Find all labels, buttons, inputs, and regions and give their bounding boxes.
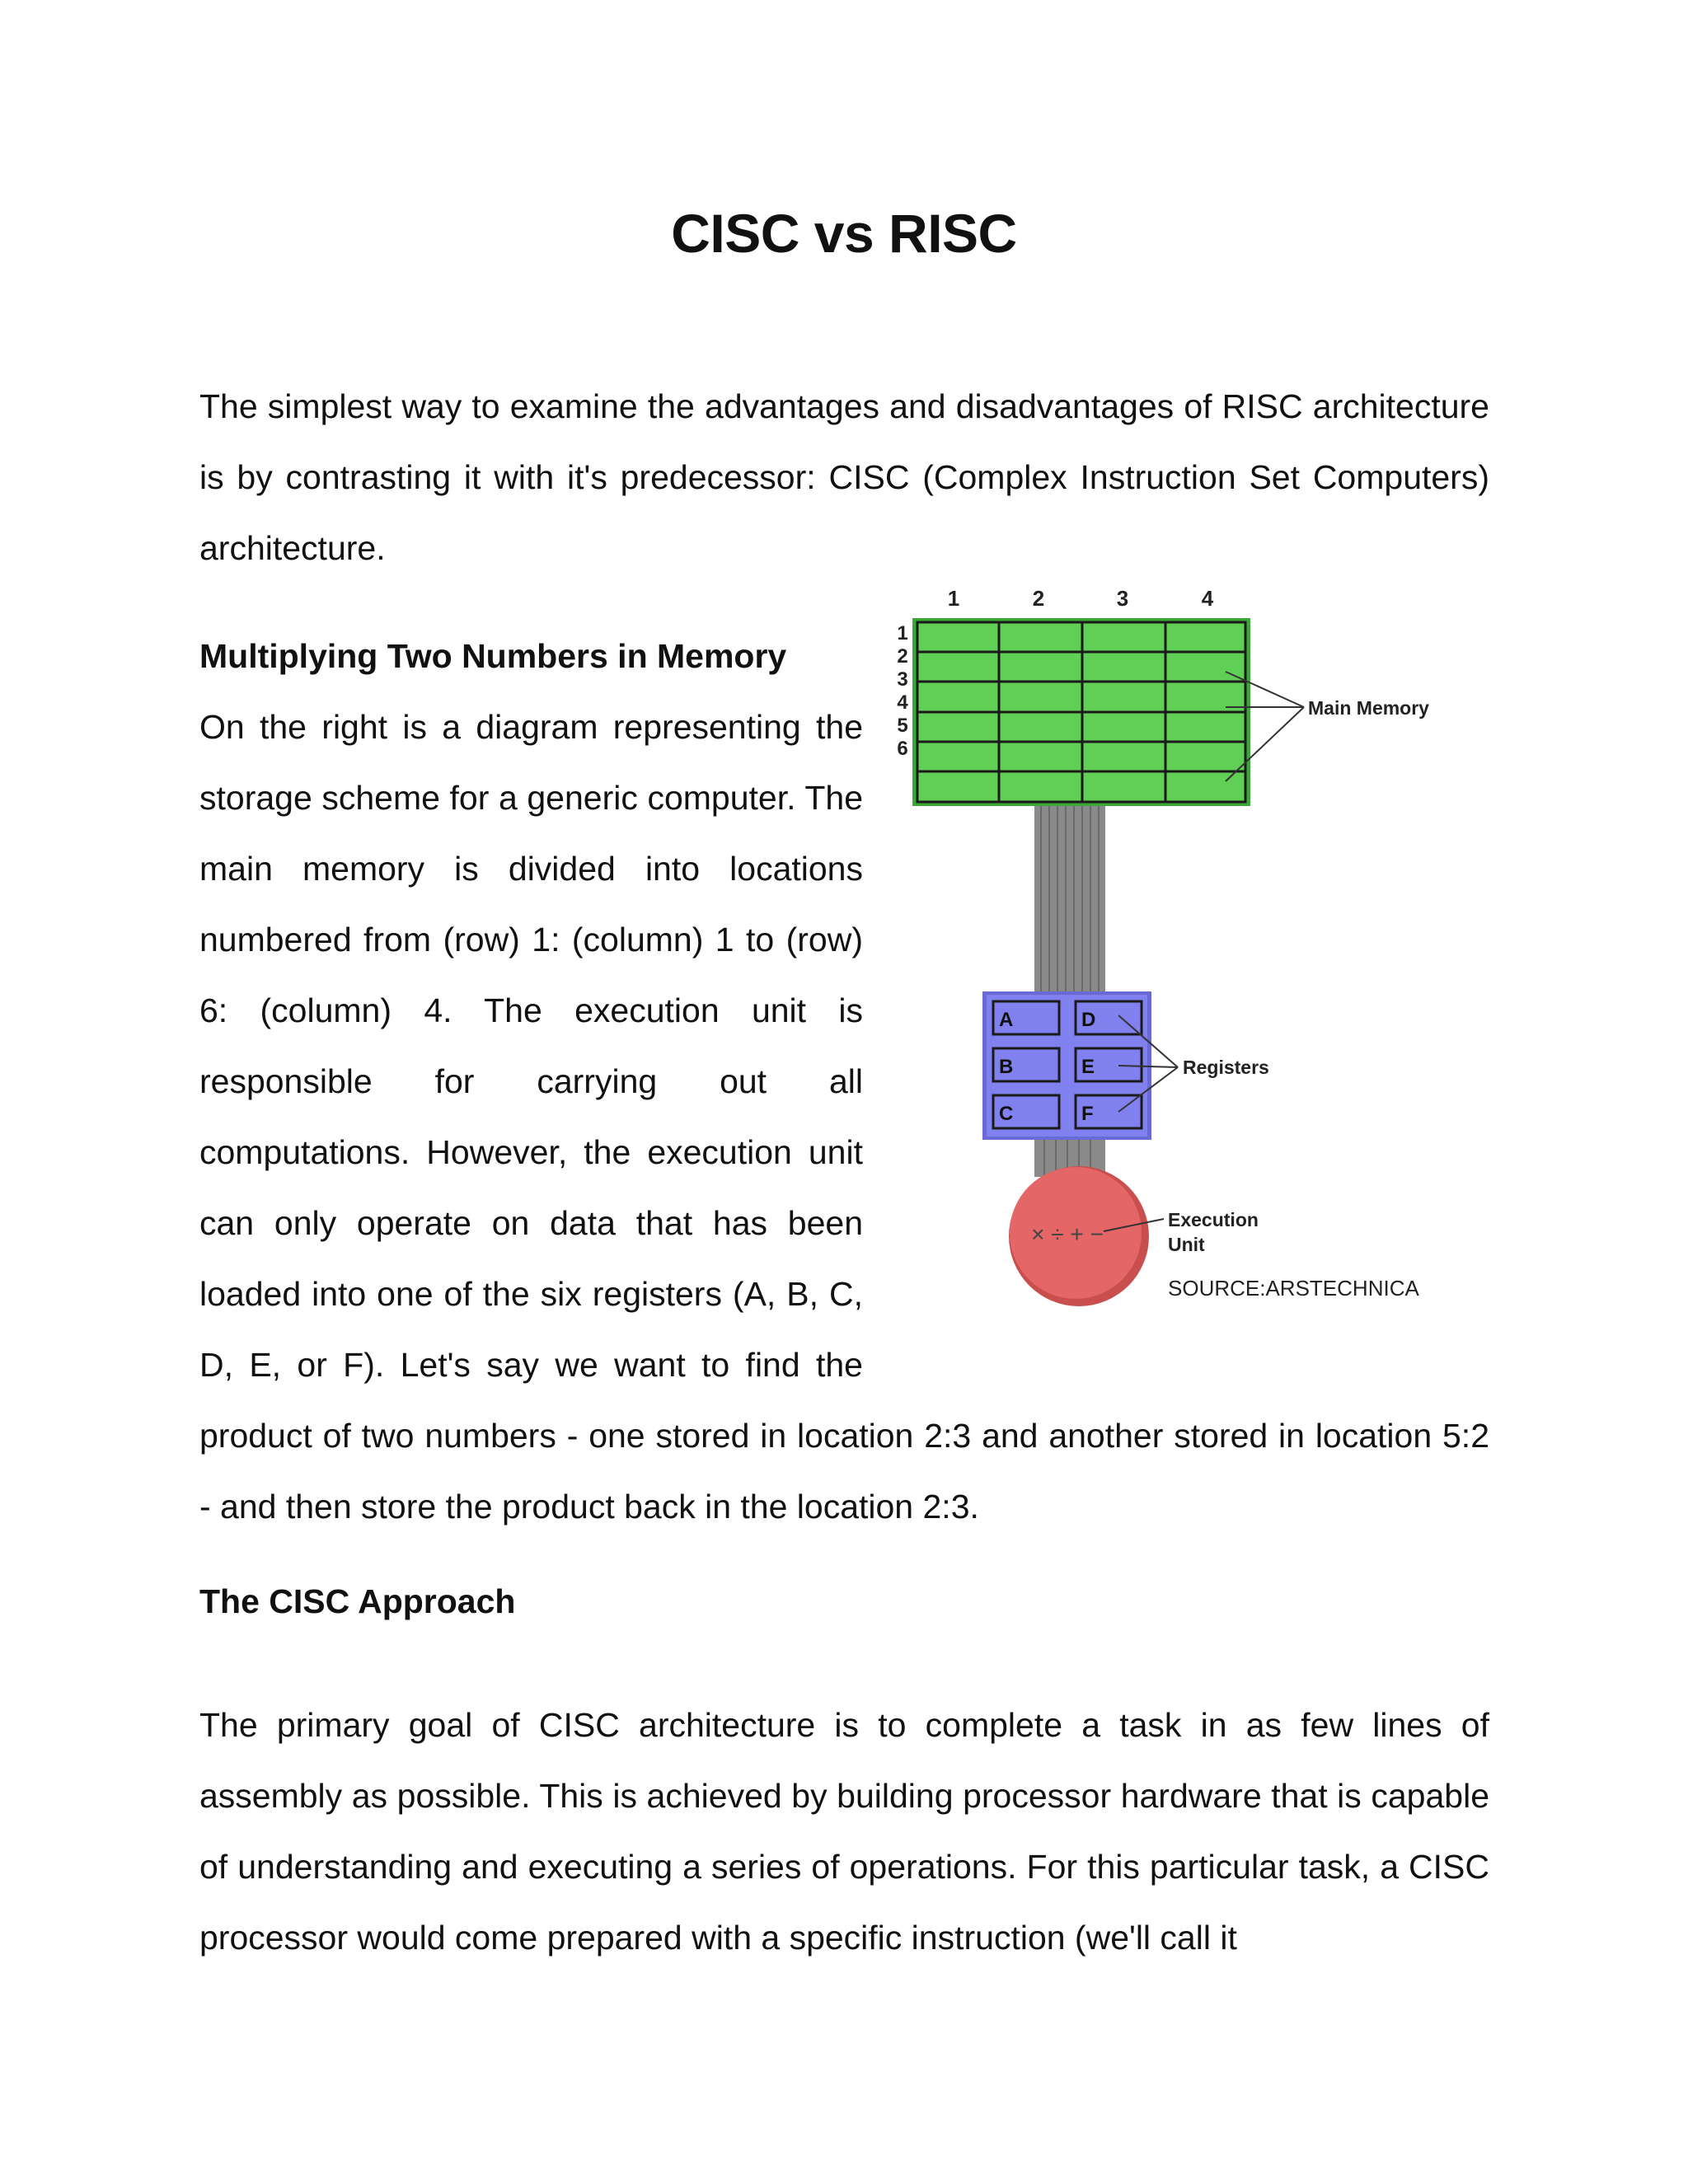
cisc-heading: The CISC Approach: [199, 1582, 516, 1620]
register-d: D: [1081, 1009, 1096, 1031]
multiply-text: On the right is a diagram representing the storage scheme for a generic computer. The main memory is divided into locations numbered from (row) 1: (column) 1 to (row) 6: (column) 4. The execution unit is responsible for carrying out all computations. However, the execution unit can only operate on data that has been loaded into one of the six registers (A, B, C, D, E, or F). Let's say we want to find the product of two numbers - one stored in location 2:3 and another stored in location 5:2 - and then store the product back in the location 2:3.: [199, 708, 1489, 1526]
col-label-3: 3: [1116, 589, 1129, 611]
cisc-paragraph: The primary goal of CISC architecture is to complete a task in as few lines of assembly as possible. This is achieved by building processor hardware that is capable of understanding and executing a series of operations. For this particular task, a CISC processor would come prepared with a specific instruction (we'll call it: [199, 1706, 1489, 1957]
col-label-2: 2: [1032, 589, 1045, 611]
diagram-source: SOURCE:ARSTECHNICA: [1168, 1276, 1419, 1301]
row-label-3: 3: [897, 668, 908, 691]
main-memory-grid: [912, 618, 1250, 806]
register-c: C: [999, 1103, 1014, 1125]
row-label-5: 5: [897, 715, 908, 737]
multiply-heading: Multiplying Two Numbers in Memory: [199, 637, 787, 675]
page-title: CISC vs RISC: [671, 203, 1017, 264]
register-f: F: [1081, 1103, 1094, 1125]
row-label-4: 4: [897, 691, 908, 714]
registers-label: Registers: [1183, 1057, 1269, 1078]
intro-paragraph: The simplest way to examine the advantages and disadvantages of RISC architecture is by contrasting it with it's predecessor: CISC (Complex Instruction Set Computers) architecture.: [199, 387, 1489, 567]
multiply-section: [199, 589, 1489, 1542]
storage-diagram-svg: [888, 589, 1489, 1360]
col-label-1: 1: [947, 589, 960, 611]
storage-diagram: [888, 589, 1489, 1360]
register-e: E: [1081, 1056, 1095, 1078]
execution-unit-label-2: Unit: [1168, 1234, 1205, 1255]
row-label-6: 6: [897, 738, 908, 760]
register-a: A: [999, 1009, 1014, 1031]
row-label-2: 2: [897, 645, 908, 668]
register-b: B: [999, 1056, 1014, 1078]
main-memory-label: Main Memory: [1308, 697, 1429, 719]
execution-unit-label-1: Execution: [1168, 1209, 1259, 1230]
execution-ops: × ÷ + −: [1031, 1221, 1104, 1247]
memory-bus: [1034, 806, 1105, 991]
col-label-4: 4: [1201, 589, 1214, 611]
row-label-1: 1: [897, 622, 908, 644]
